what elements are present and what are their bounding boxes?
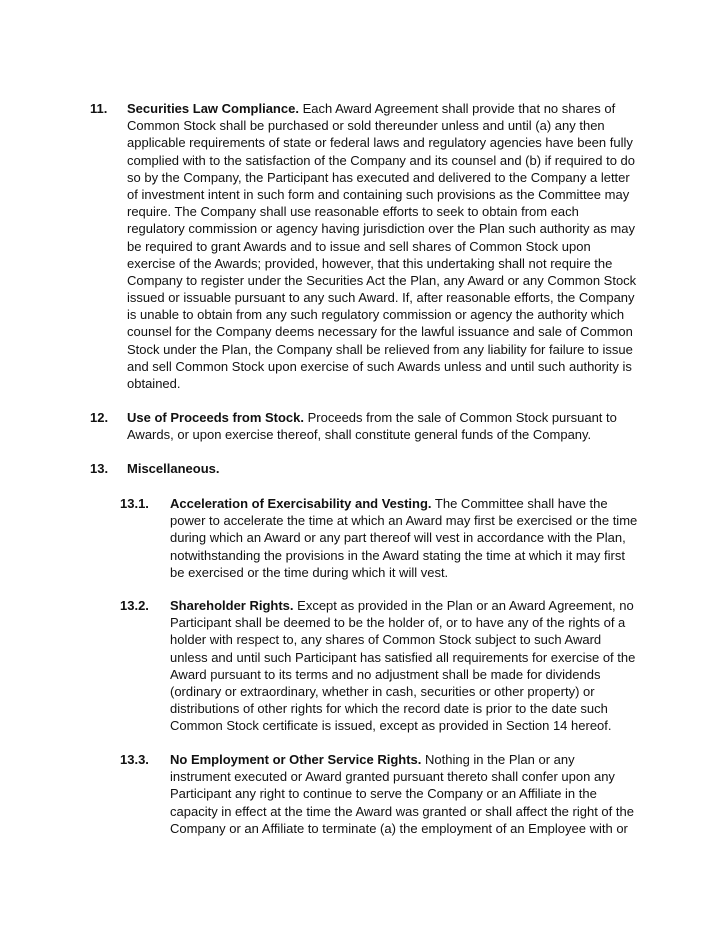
body-text: require. The Company shall use reasonable efforts to seek to obtain from each [127, 204, 579, 220]
text-line [127, 152, 636, 169]
body-text: Participant shall be deemed to be the holder of, or to have any of the rights of a [170, 615, 626, 631]
section-body [127, 460, 219, 477]
section-title: Use of Proceeds from Stock. [127, 410, 304, 425]
text-line [127, 238, 636, 255]
section-title: No Employment or Other Service Rights. [170, 752, 422, 767]
body-text: unless and until such Participant has satisfied all requirements for exercise of the [170, 649, 636, 665]
section-body [170, 751, 634, 837]
text-line [127, 117, 636, 134]
section-body [127, 409, 617, 443]
body-text: Common Stock certificate is issued, except as provided in Section 14 hereof. [170, 718, 612, 734]
section-number: 13.3. [120, 752, 149, 767]
body-text: is unable to obtain from any such regulatory commission or agency the authority which [127, 307, 625, 323]
text-line [127, 289, 636, 306]
text-line [170, 803, 634, 820]
body-text: and sell Common Stock upon exercise of such Awards unless and until such authority is [127, 358, 632, 374]
body-text: complied with to the satisfaction of the Company and its counsel and (b) if required to do [127, 152, 636, 168]
body-text: notwithstanding the provisions in the Award stating the time at which it may first [170, 547, 625, 563]
text-line [170, 700, 635, 717]
text-line [170, 666, 635, 683]
text-line [127, 409, 617, 426]
body-text: Awards, or upon exercise thereof, shall constitute general funds of the Company. [127, 427, 592, 443]
body-text: Participant any right to continue to serve the Company or an Affiliate in the [170, 786, 597, 802]
text-line [127, 186, 636, 203]
body-text: Proceeds from the sale of Common Stock pursuant to [304, 410, 617, 425]
body-text: applicable requirements of state or federal laws and regulatory agencies have been fully [127, 135, 633, 151]
text-line [127, 169, 636, 186]
text-line [170, 785, 634, 802]
body-text: issued or issuable pursuant to any such Award. If, after reasonable efforts, the Company [127, 290, 635, 306]
text-line [170, 529, 637, 546]
body-text: be required to grant Awards and to issue and sell shares of Common Stock upon [127, 238, 591, 254]
text-line [170, 547, 637, 564]
text-line [127, 255, 636, 272]
text-line [170, 751, 634, 768]
body-text: so by the Company, the Participant has executed and delivered to the Company a letter [127, 169, 630, 185]
text-line [170, 820, 634, 837]
body-text: Award pursuant to its terms and no adjustment shall be made for dividends [170, 666, 601, 682]
body-text: Company to register under the Securities Act the Plan, any Award or any Common Stock [127, 272, 637, 288]
section-number: 13.1. [120, 496, 149, 511]
text-line [127, 341, 636, 358]
body-text: regulatory commission or agency having jurisdiction over the Plan such authority as may [127, 221, 635, 237]
body-text: instrument executed or Award granted pursuant thereto shall confer upon any [170, 769, 615, 785]
body-text: capacity in effect at the time the Award was granted or shall affect the right of the [170, 803, 634, 819]
text-line [170, 495, 637, 512]
body-text: holder with respect to, any shares of Common Stock subject to such Award [170, 632, 602, 648]
section-body [170, 597, 635, 735]
text-line [170, 597, 635, 614]
body-text: distributions of other rights for which the record date is prior to the date such [170, 701, 608, 717]
section-title: Shareholder Rights. [170, 598, 294, 613]
body-text: be exercised or the time during which it will vest. [170, 564, 449, 580]
section-body [170, 495, 637, 581]
section-title: Acceleration of Exercisability and Vesting. [170, 496, 432, 511]
text-line [127, 375, 636, 392]
text-line [170, 512, 637, 529]
text-line [170, 649, 635, 666]
text-line [127, 100, 636, 117]
text-line [170, 564, 637, 581]
section-title: Miscellaneous. [127, 461, 220, 476]
section-body [127, 100, 636, 392]
body-text: Stock under the Plan, the Company shall be relieved from any liability for failure to issue [127, 341, 633, 357]
body-text: (ordinary or extraordinary, whether in cash, securities or other property) or [170, 683, 595, 699]
body-text: exercise of the Awards; provided, however, that this undertaking shall not require the [127, 255, 613, 271]
text-line [127, 220, 636, 237]
body-text: Nothing in the Plan or any [421, 752, 575, 767]
text-line [170, 683, 635, 700]
section-number: 11. [90, 101, 108, 116]
body-text: during which an Award or any part thereof will vest in accordance with the Plan, [170, 530, 626, 546]
text-line [170, 768, 634, 785]
text-line [127, 272, 636, 289]
text-line [170, 614, 635, 631]
body-text: counsel for the Company deems necessary for the lawful issuance and sale of Common [127, 324, 633, 340]
text-line [127, 426, 617, 443]
body-text: Common Stock shall be purchased or sold thereunder unless and until (a) any then [127, 118, 605, 134]
body-text: of investment intent in such form and containing such provisions as the Committee may [127, 186, 630, 202]
body-text: power to accelerate the time at which an Award may first be exercised or the time [170, 513, 638, 529]
body-text: Each Award Agreement shall provide that no shares of [298, 101, 616, 116]
body-text: Except as provided in the Plan or an Award Agreement, no [293, 598, 634, 613]
text-line [127, 358, 636, 375]
body-text: Company or an Affiliate to terminate (a) the employment of an Employee with or [170, 820, 628, 836]
text-line [127, 306, 636, 323]
text-line [127, 323, 636, 340]
text-line [170, 717, 635, 734]
body-text: The Committee shall have the [431, 496, 608, 511]
section-number: 13. [90, 461, 109, 476]
section-number: 12. [90, 410, 109, 425]
text-line [127, 203, 636, 220]
text-line [127, 134, 636, 151]
section-number: 13.2. [120, 598, 149, 613]
text-line [170, 631, 635, 648]
text-line [127, 460, 219, 477]
section-title: Securities Law Compliance. [127, 101, 299, 116]
body-text: obtained. [127, 376, 181, 391]
